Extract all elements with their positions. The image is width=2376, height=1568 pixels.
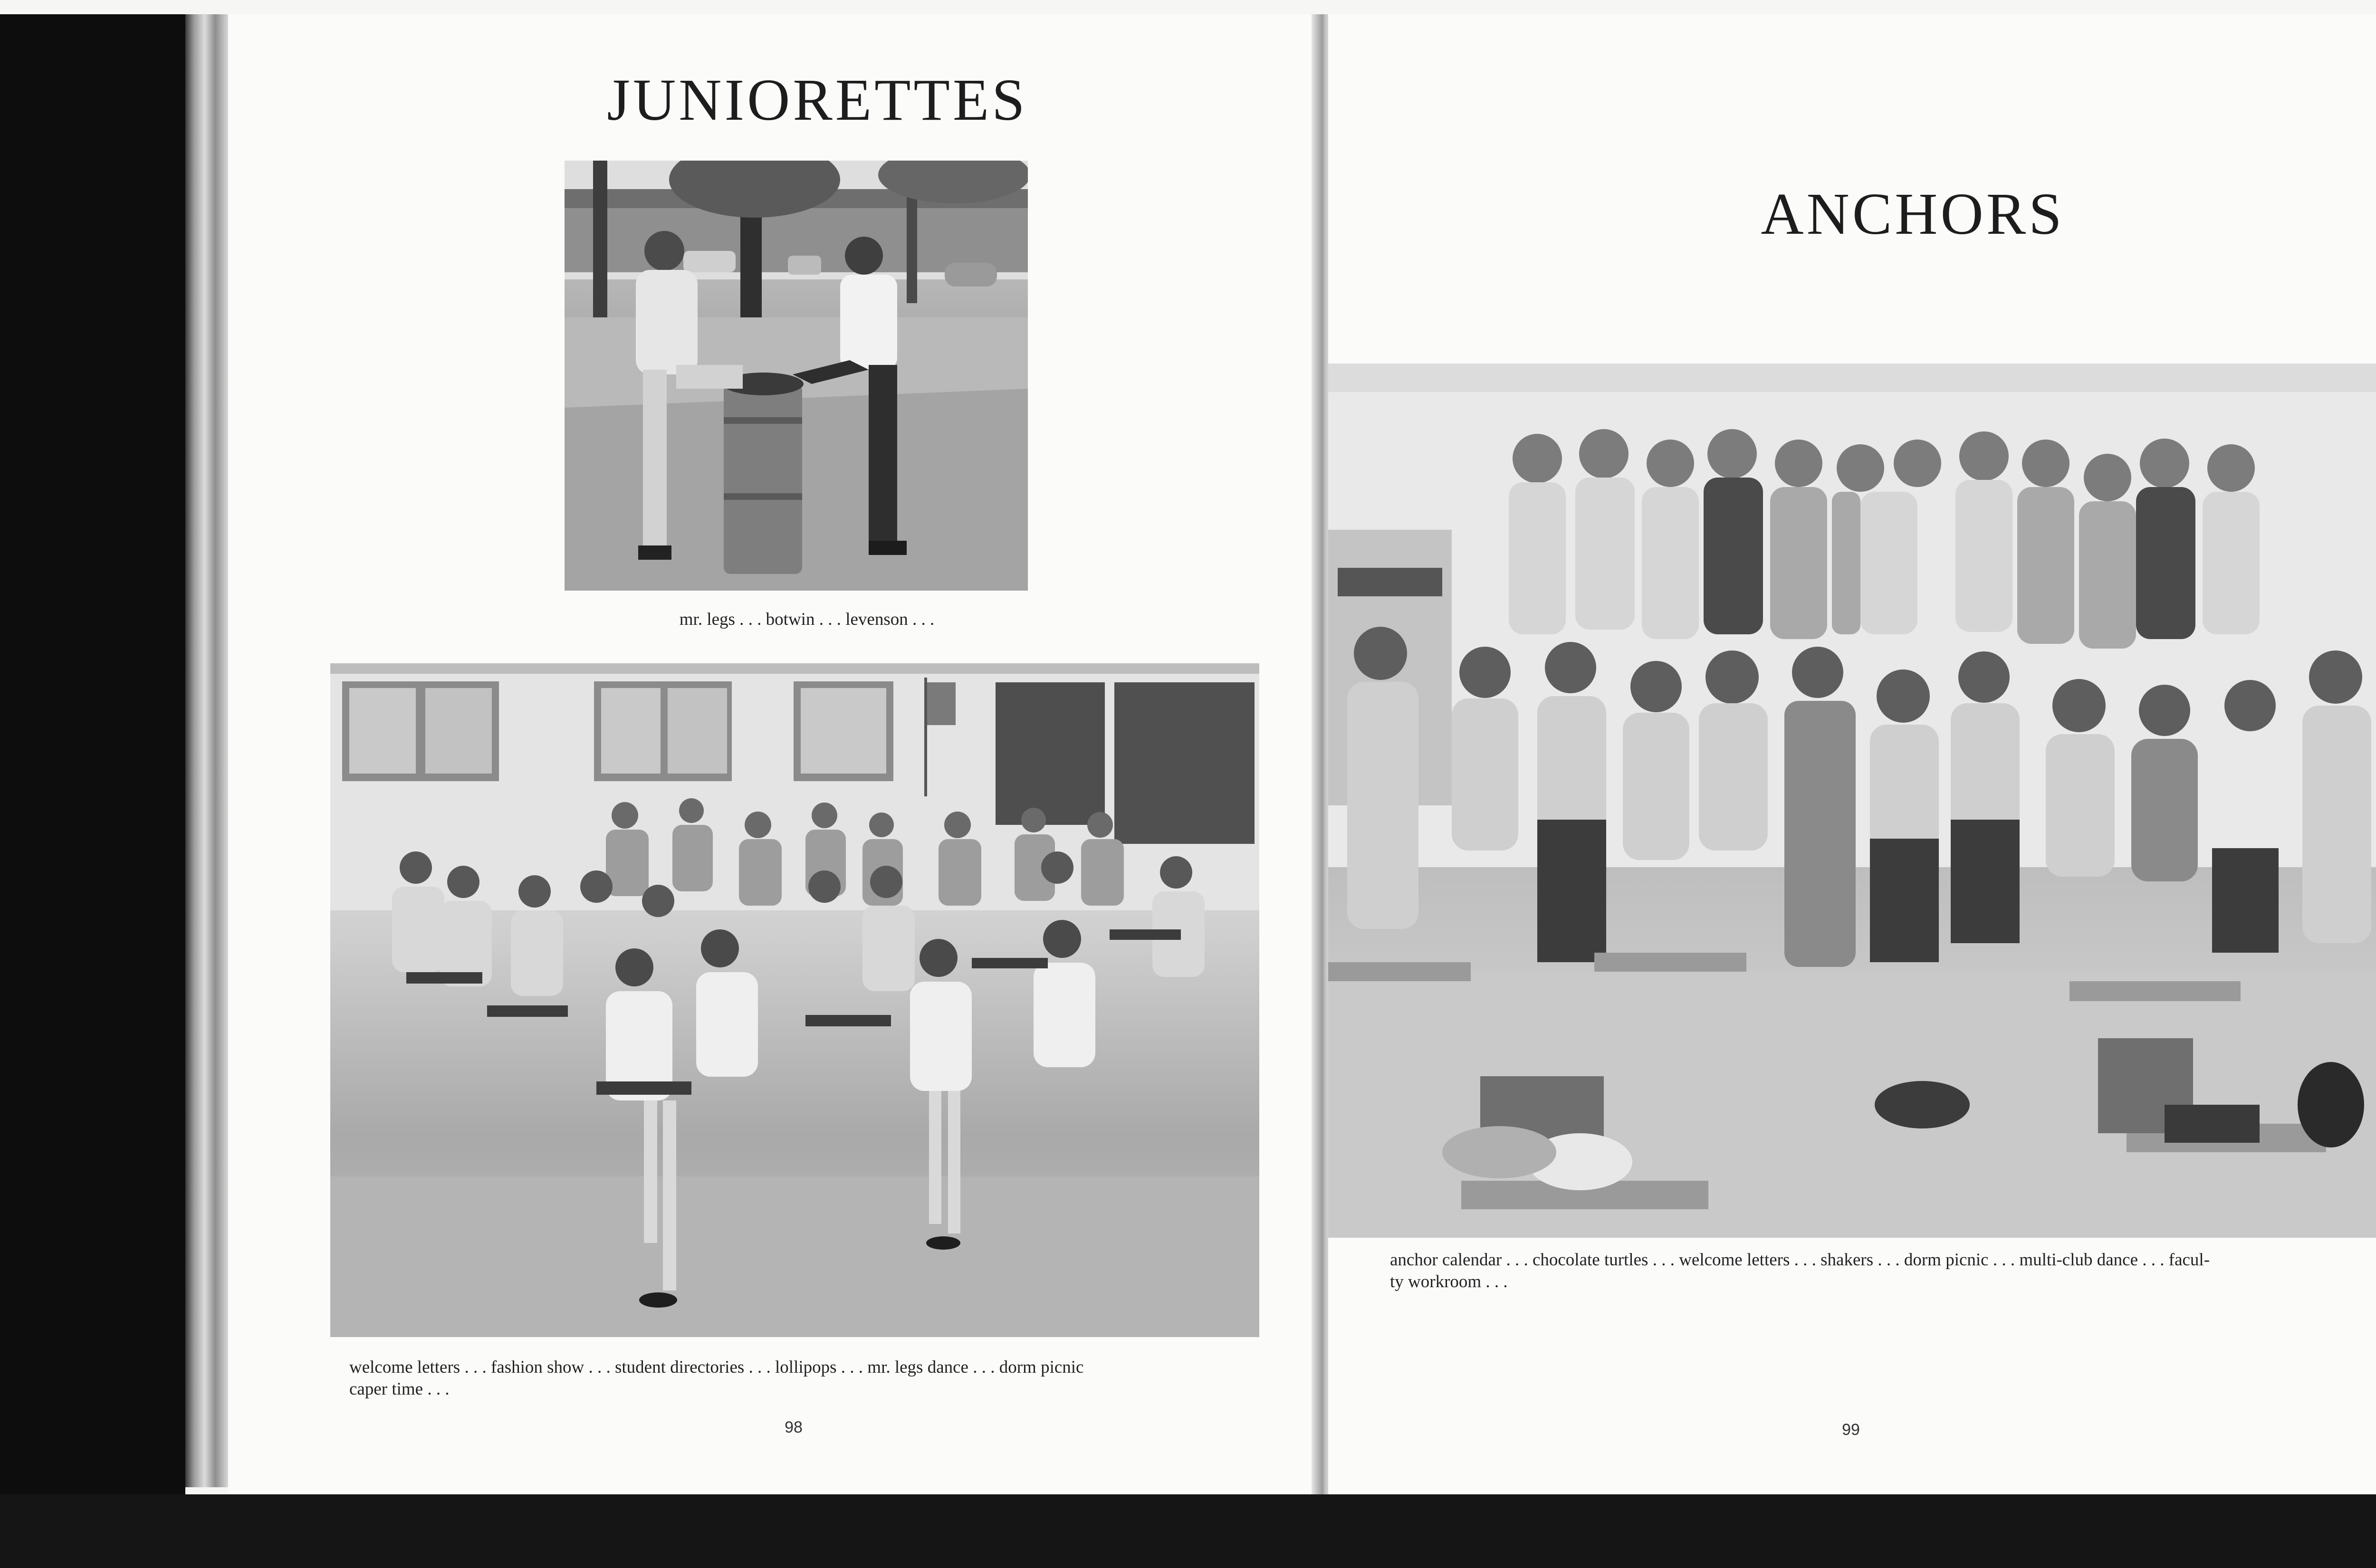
- anchors-group-photo: [1328, 363, 2376, 1238]
- top-photo-two-boys-trash-can: [565, 161, 1028, 591]
- anchors-photo-caption-line2: ty workroom . . .: [1390, 1272, 1508, 1291]
- anchors-photo-caption-line1: anchor calendar . . . chocolate turtles . . . welcome letters . . . shakers . . . dorm picnic . . . multi-club dance . . . facul-: [1390, 1250, 2210, 1270]
- left-page-number: 98: [785, 1418, 803, 1436]
- classroom-group-photo: [330, 663, 1259, 1337]
- classroom-photo-caption-line1: welcome letters . . . fashion show . . . student directories . . . lollipops . . . mr. legs dance . . . dorm picnic: [349, 1358, 1084, 1377]
- right-page-number: 99: [1842, 1421, 1860, 1439]
- right-page-title: ANCHORS: [1761, 182, 2065, 247]
- scan-bottom-edge: [0, 1494, 2376, 1568]
- book-binding-shadow: [0, 14, 185, 1497]
- classroom-photo-caption-line2: caper time . . .: [349, 1379, 450, 1399]
- top-photo-caption: mr. legs . . . botwin . . . levenson . . .: [679, 610, 935, 629]
- book-page-edges: [185, 14, 228, 1487]
- left-page-title: JUNIORETTES: [607, 67, 1028, 133]
